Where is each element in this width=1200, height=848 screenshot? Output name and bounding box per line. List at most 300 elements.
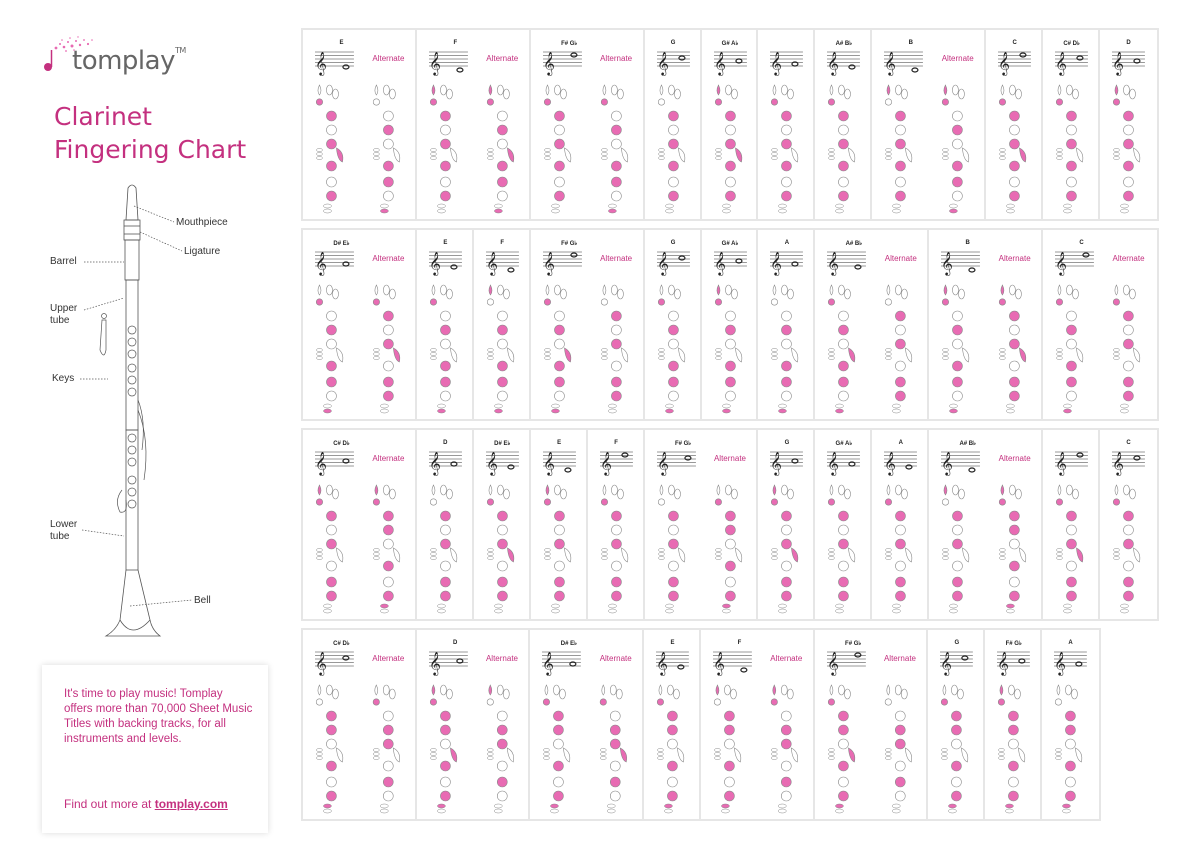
fingering-diagram [417, 230, 474, 419]
trill-key [1000, 556, 1006, 559]
fingering-column [430, 685, 457, 813]
tone-hole [1066, 711, 1076, 721]
pinky-key [621, 748, 627, 762]
trill-key [1114, 148, 1120, 151]
tone-hole [383, 139, 393, 149]
fingering-cell [815, 30, 872, 219]
pinky-key [564, 748, 570, 762]
trill-key [943, 552, 949, 555]
fingering-column [1056, 285, 1083, 413]
fingering-column [487, 685, 514, 813]
alternate-label: Alternate [486, 54, 519, 63]
fingering-column [1113, 285, 1140, 413]
tone-hole [611, 161, 621, 171]
side-key [389, 689, 395, 699]
side-key [1010, 85, 1016, 95]
promo-cta [64, 797, 228, 811]
tone-hole [611, 739, 621, 749]
tone-hole [896, 177, 906, 187]
side-key [554, 685, 560, 695]
tone-hole [440, 125, 450, 135]
fingering-column [943, 485, 970, 613]
trill-key [829, 352, 835, 355]
tone-hole [554, 377, 564, 387]
side-key [1072, 689, 1078, 699]
bottom-key [665, 609, 673, 613]
tone-hole [1066, 761, 1076, 771]
bottom-key [437, 209, 445, 213]
tone-hole [1124, 525, 1134, 535]
trill-key [1114, 352, 1120, 355]
bottom-key [494, 409, 502, 413]
tone-hole [953, 539, 963, 549]
bottom-key [722, 404, 730, 408]
tone-hole [1067, 377, 1077, 387]
tone-hole [1124, 577, 1134, 587]
trill-key [829, 356, 835, 359]
side-key [383, 485, 389, 495]
trill-key [1000, 356, 1006, 359]
side-key [446, 689, 452, 699]
side-key [332, 89, 338, 99]
pinky-key [849, 348, 855, 362]
fingering-cell [1043, 430, 1100, 619]
tone-hole [782, 325, 792, 335]
tone-hole [1067, 561, 1077, 571]
fingering-column [1056, 485, 1083, 613]
tone-hole [326, 725, 336, 735]
tone-hole [724, 711, 734, 721]
treble-clef-icon: 𝄞 [826, 651, 839, 675]
note-head [912, 68, 918, 72]
trill-key [1056, 748, 1062, 751]
alternate-label: Alternate [770, 654, 803, 663]
treble-clef-icon: 𝄞 [1112, 51, 1124, 75]
side-key [1073, 289, 1079, 299]
note-name: B [965, 240, 970, 246]
trill-key [999, 748, 1005, 751]
treble-clef-icon: 𝄞 [770, 51, 783, 75]
tomplay-link[interactable]: tomplay.com [154, 797, 228, 811]
tone-hole [782, 525, 792, 535]
tone-hole [725, 139, 735, 149]
tone-hole [953, 361, 963, 371]
side-key [332, 689, 338, 699]
thumb-hole [1056, 299, 1062, 305]
bottom-key [1063, 804, 1071, 808]
tone-hole [953, 325, 963, 335]
trill-key [1057, 156, 1063, 159]
bottom-key [893, 409, 901, 413]
trill-key [658, 356, 664, 359]
side-key [953, 85, 959, 95]
tone-hole [554, 139, 564, 149]
treble-clef-icon: 𝄞 [827, 451, 840, 475]
tone-hole [611, 339, 621, 349]
tone-hole [782, 377, 792, 387]
tone-hole [839, 339, 849, 349]
tone-hole [838, 739, 848, 749]
tone-hole [725, 561, 735, 571]
alternate-label: Alternate [599, 654, 632, 663]
tone-hole [839, 125, 849, 135]
side-key [895, 685, 901, 695]
tone-hole [1010, 539, 1020, 549]
tone-hole [1124, 325, 1134, 335]
bottom-key [1064, 409, 1072, 413]
thumb-hole [829, 99, 835, 105]
tone-hole [497, 161, 507, 171]
side-key [1124, 485, 1130, 495]
side-key [839, 285, 845, 295]
register-key [659, 685, 662, 695]
treble-clef-icon: 𝄞 [941, 451, 954, 475]
tone-hole [326, 191, 336, 201]
tone-hole [1124, 191, 1134, 201]
side-key [611, 85, 617, 95]
fingering-diagram [702, 230, 759, 419]
tone-hole [781, 711, 791, 721]
tone-hole [497, 125, 507, 135]
tone-hole [724, 725, 734, 735]
thumb-hole [544, 499, 550, 505]
trill-key [544, 756, 550, 759]
trill-key [943, 156, 949, 159]
bottom-key [380, 809, 388, 813]
pinky-key [1077, 548, 1083, 562]
tone-hole [440, 777, 450, 787]
alternate-label: Alternate [884, 254, 917, 263]
note-name: E [557, 440, 562, 446]
trill-key [999, 752, 1005, 755]
fingering-column [487, 485, 514, 613]
register-key [716, 85, 719, 95]
thumb-hole [771, 699, 777, 705]
tone-hole [782, 361, 792, 371]
trill-key [772, 156, 778, 159]
side-key [389, 289, 395, 299]
trill-key [772, 152, 778, 155]
tone-hole [383, 511, 393, 521]
thumb-hole [1113, 99, 1119, 105]
tone-hole [668, 739, 678, 749]
thumb-hole [373, 699, 379, 705]
tone-hole [440, 525, 450, 535]
tone-hole [611, 391, 621, 401]
thumb-hole [943, 499, 949, 505]
promo-cta-prefix: Find out more at [64, 797, 155, 811]
fingering-diagram [815, 430, 872, 619]
thumb-hole [1055, 699, 1061, 705]
bottom-key [950, 604, 958, 608]
treble-clef-icon: 𝄞 [770, 251, 783, 275]
fingering-cell [1100, 30, 1157, 219]
pinky-key [450, 348, 456, 362]
tone-hole [383, 525, 393, 535]
fingering-cell [929, 230, 1043, 419]
bottom-key [323, 409, 331, 413]
alternate-label: Alternate [998, 254, 1031, 263]
trill-key [943, 356, 949, 359]
tone-hole [497, 539, 507, 549]
treble-clef-icon: 𝄞 [542, 451, 555, 475]
tone-hole [839, 591, 849, 601]
side-key [839, 485, 845, 495]
register-key [489, 85, 492, 95]
treble-clef-icon: 𝄞 [542, 51, 555, 75]
fingering-cell [417, 630, 531, 819]
fingering-column [373, 85, 400, 213]
bottom-key [949, 804, 957, 808]
side-key [731, 489, 737, 499]
thumb-hole [430, 299, 436, 305]
register-key [1058, 85, 1061, 95]
side-key [1066, 685, 1072, 695]
tone-hole [554, 525, 564, 535]
note-head [1134, 456, 1140, 460]
fingering-column [373, 685, 400, 813]
trill-key [1057, 152, 1063, 155]
trill-key [1056, 756, 1062, 759]
register-key [432, 285, 435, 295]
tone-hole [725, 325, 735, 335]
tone-hole [839, 525, 849, 535]
side-key [845, 489, 851, 499]
note-name: B [908, 40, 913, 46]
pinky-key [963, 348, 969, 362]
side-key [503, 689, 509, 699]
side-key [611, 285, 617, 295]
trill-key [373, 756, 379, 759]
bottom-key [551, 404, 559, 408]
fingering-cell [531, 430, 588, 619]
tone-hole [838, 725, 848, 735]
trill-key [544, 748, 550, 751]
side-key [674, 489, 680, 499]
tone-hole [1124, 161, 1134, 171]
side-key [611, 485, 617, 495]
tone-hole [497, 791, 507, 801]
trill-key [829, 552, 835, 555]
pinky-key [962, 748, 968, 762]
trill-key [1114, 348, 1120, 351]
trill-key [1057, 552, 1063, 555]
fingering-column [714, 685, 741, 813]
treble-clef-icon: 𝄞 [542, 251, 555, 275]
thumb-hole [829, 499, 835, 505]
bottom-key [779, 604, 787, 608]
fingering-column [829, 85, 856, 213]
treble-clef-icon: 𝄞 [997, 651, 1010, 675]
thumb-hole [430, 499, 436, 505]
treble-clef-icon: 𝄞 [656, 451, 669, 475]
fingering-diagram [758, 230, 815, 419]
note-name: A# B♭ [835, 41, 853, 47]
bottom-key [323, 804, 331, 808]
tone-hole [953, 377, 963, 387]
tone-hole [383, 711, 393, 721]
tone-hole [497, 591, 507, 601]
note-head [679, 256, 685, 260]
bottom-key [608, 404, 616, 408]
tone-hole [896, 125, 906, 135]
register-key [432, 485, 435, 495]
trill-key [601, 348, 607, 351]
thumb-hole [544, 299, 550, 305]
side-key [326, 85, 332, 95]
note-head [1083, 253, 1089, 257]
trill-key [1057, 352, 1063, 355]
bottom-key [778, 809, 786, 813]
side-key [326, 485, 332, 495]
trill-key [373, 352, 379, 355]
tone-hole [1010, 111, 1020, 121]
register-key [716, 685, 719, 695]
tone-hole [725, 391, 735, 401]
bottom-key [836, 209, 844, 213]
alternate-label: Alternate [485, 654, 518, 663]
tone-hole [554, 311, 564, 321]
bottom-key [836, 204, 844, 208]
tone-hole [326, 539, 336, 549]
trill-key [430, 552, 436, 555]
tone-hole [953, 177, 963, 187]
trill-key [715, 156, 721, 159]
pinky-key [564, 348, 570, 362]
note-head [962, 656, 968, 660]
register-key [944, 85, 947, 95]
tone-hole [383, 725, 393, 735]
side-key [788, 489, 794, 499]
tone-hole [781, 725, 791, 735]
tone-hole [326, 511, 336, 521]
tone-hole [896, 311, 906, 321]
tone-hole [1010, 339, 1020, 349]
pinky-key [1077, 148, 1083, 162]
tone-hole [554, 361, 564, 371]
trill-key [316, 348, 322, 351]
tone-hole [326, 761, 336, 771]
tone-hole [839, 139, 849, 149]
bottom-key [665, 204, 673, 208]
fingering-column [430, 285, 457, 413]
side-key [845, 289, 851, 299]
bottom-key [608, 204, 616, 208]
fingering-cell [758, 30, 815, 219]
fingering-column [601, 285, 628, 413]
side-key [611, 685, 617, 695]
trill-key [544, 552, 550, 555]
register-key [830, 85, 833, 95]
fingering-diagram [815, 30, 872, 219]
fingering-column [316, 85, 343, 213]
side-key [838, 685, 844, 695]
trill-key [487, 152, 493, 155]
trill-key [1114, 552, 1120, 555]
register-key [1000, 685, 1003, 695]
pinky-key [507, 348, 513, 362]
trill-key [601, 548, 607, 551]
alternate-label: Alternate [372, 654, 405, 663]
bottom-key [494, 209, 502, 213]
register-key [1058, 485, 1061, 495]
fingering-column [1113, 485, 1140, 613]
bottom-key [1121, 209, 1129, 213]
bottom-key [835, 804, 843, 808]
tone-hole [782, 539, 792, 549]
fingering-cell [645, 430, 759, 619]
fingering-diagram [758, 430, 815, 619]
side-key [554, 285, 560, 295]
pinky-key [849, 148, 855, 162]
trill-key [1114, 548, 1120, 551]
tone-hole [554, 339, 564, 349]
thumb-hole [1056, 99, 1062, 105]
thumb-hole [430, 99, 436, 105]
side-key [1130, 289, 1136, 299]
tone-hole [668, 125, 678, 135]
thumb-hole [715, 99, 721, 105]
trill-key [886, 552, 892, 555]
bottom-key [437, 809, 445, 813]
fingering-cell [530, 630, 644, 819]
trill-key [373, 548, 379, 551]
register-key [546, 285, 549, 295]
bottom-key [551, 609, 559, 613]
bottom-key [836, 404, 844, 408]
trill-key [544, 548, 550, 551]
fingering-cell [985, 630, 1042, 819]
side-key [326, 685, 332, 695]
pinky-key [792, 548, 798, 562]
promo-card [42, 665, 268, 833]
side-key [1130, 489, 1136, 499]
trill-key [601, 156, 607, 159]
thumb-hole [1056, 499, 1062, 505]
pinky-key [393, 748, 399, 762]
tone-hole [440, 377, 450, 387]
tone-hole [668, 177, 678, 187]
side-key [674, 689, 680, 699]
tone-hole [1010, 311, 1020, 321]
side-key [383, 285, 389, 295]
register-key [603, 85, 606, 95]
note-head [685, 456, 691, 460]
pinky-key [393, 348, 399, 362]
pinky-key [507, 548, 513, 562]
tone-hole [1009, 725, 1019, 735]
fingering-column [658, 285, 685, 413]
bottom-key [950, 609, 958, 613]
tone-hole [725, 339, 735, 349]
fingering-cell [588, 430, 645, 619]
side-key [617, 289, 623, 299]
register-key [1001, 485, 1004, 495]
pinky-key [1020, 148, 1026, 162]
tone-hole [668, 111, 678, 121]
tone-hole [497, 739, 507, 749]
trill-key [487, 552, 493, 555]
tone-hole [383, 561, 393, 571]
thumb-hole [544, 99, 550, 105]
trill-key [943, 556, 949, 559]
tone-hole [611, 361, 621, 371]
note-name: G# A♭ [835, 441, 853, 447]
tone-hole [1010, 177, 1020, 187]
trill-key [715, 152, 721, 155]
side-key [782, 85, 788, 95]
bottom-key [893, 609, 901, 613]
